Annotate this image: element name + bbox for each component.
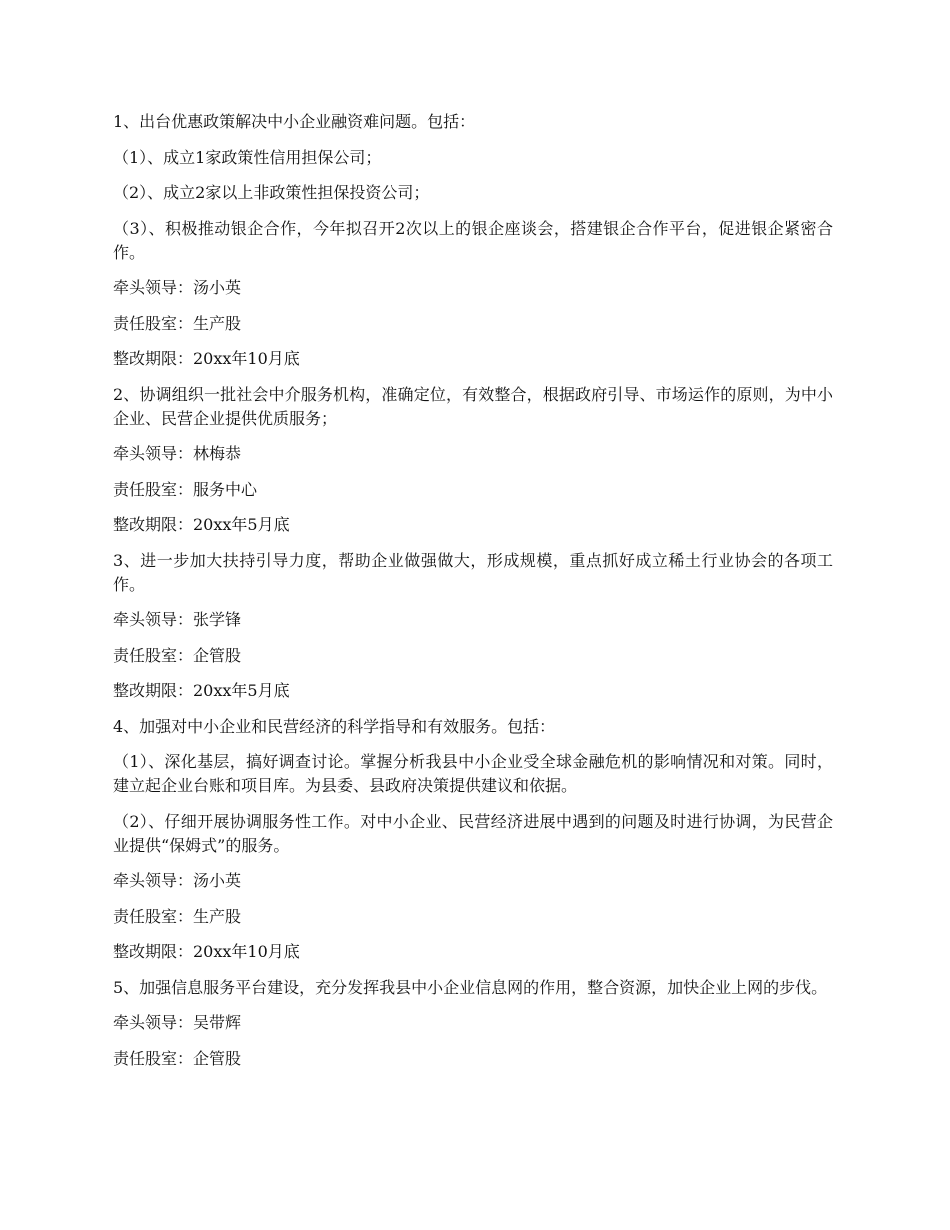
responsible-office: 责任股室：企管股: [113, 1048, 242, 1068]
responsible-office: 责任股室：生产股: [113, 313, 242, 333]
responsible-office: 责任股室：生产股: [113, 906, 242, 926]
responsible-office: 责任股室：服务中心: [113, 479, 258, 499]
responsible-office: 责任股室：企管股: [113, 645, 242, 665]
paragraph-sub-item: （2）、仔细开展协调服务性工作。对中小企业、民营经济进展中遇到的问题及时进行协调，为民营企业提供“保姆式”的服务。: [113, 811, 833, 855]
deadline: 整改期限：20xx年10月底: [113, 349, 300, 368]
paragraph-sub-item: （1）、成立1家政策性信用担保公司；: [113, 147, 382, 167]
paragraph-item-3-heading: 3、进一步加大扶持引导力度，帮助企业做强做大，形成规模，重点抓好成立稀土行业协会的各项工作。: [113, 550, 833, 594]
deadline: 整改期限：20xx年5月底: [113, 515, 290, 534]
document-body: [113, 110, 833, 1082]
lead-leader: 牵头领导：张学锋: [113, 610, 242, 629]
paragraph-item-5-heading: 5、加强信息服务平台建设，充分发挥我县中小企业信息网的作用，整合资源，加快企业上网的步伐。: [113, 977, 828, 997]
lead-leader: 牵头领导：汤小英: [113, 278, 242, 297]
lead-leader: 牵头领导：吴带辉: [113, 1013, 242, 1032]
paragraph-item-1-heading: 1、出台优惠政策解决中小企业融资难问题。包括：: [113, 112, 476, 131]
paragraph-sub-item: （3）、积极推动银企合作，今年拟召开2次以上的银企座谈会，搭建银企合作平台，促进银企紧密合作。: [113, 218, 833, 262]
lead-leader: 牵头领导：林梅恭: [113, 444, 242, 463]
paragraph-sub-item: （1）、深化基层，搞好调查讨论。掌握分析我县中小企业受全球金融危机的影响情况和对策。同时，建立起企业台账和项目库。为县委、县政府决策提供建议和依据。: [113, 752, 833, 795]
paragraph-sub-item: （2）、成立2家以上非政策性担保投资公司；: [113, 183, 430, 202]
deadline: 整改期限：20xx年10月底: [113, 942, 300, 961]
paragraph-item-4-heading: 4、加强对中小企业和民营经济的科学指导和有效服务。包括：: [113, 716, 556, 736]
deadline: 整改期限：20xx年5月底: [113, 681, 290, 700]
lead-leader: 牵头领导：汤小英: [113, 871, 242, 890]
paragraph-item-2-heading: 2、协调组织一批社会中介服务机构，准确定位，有效整合，根据政府引导、市场运作的原则，为中小企业、民营企业提供优质服务；: [113, 384, 833, 428]
